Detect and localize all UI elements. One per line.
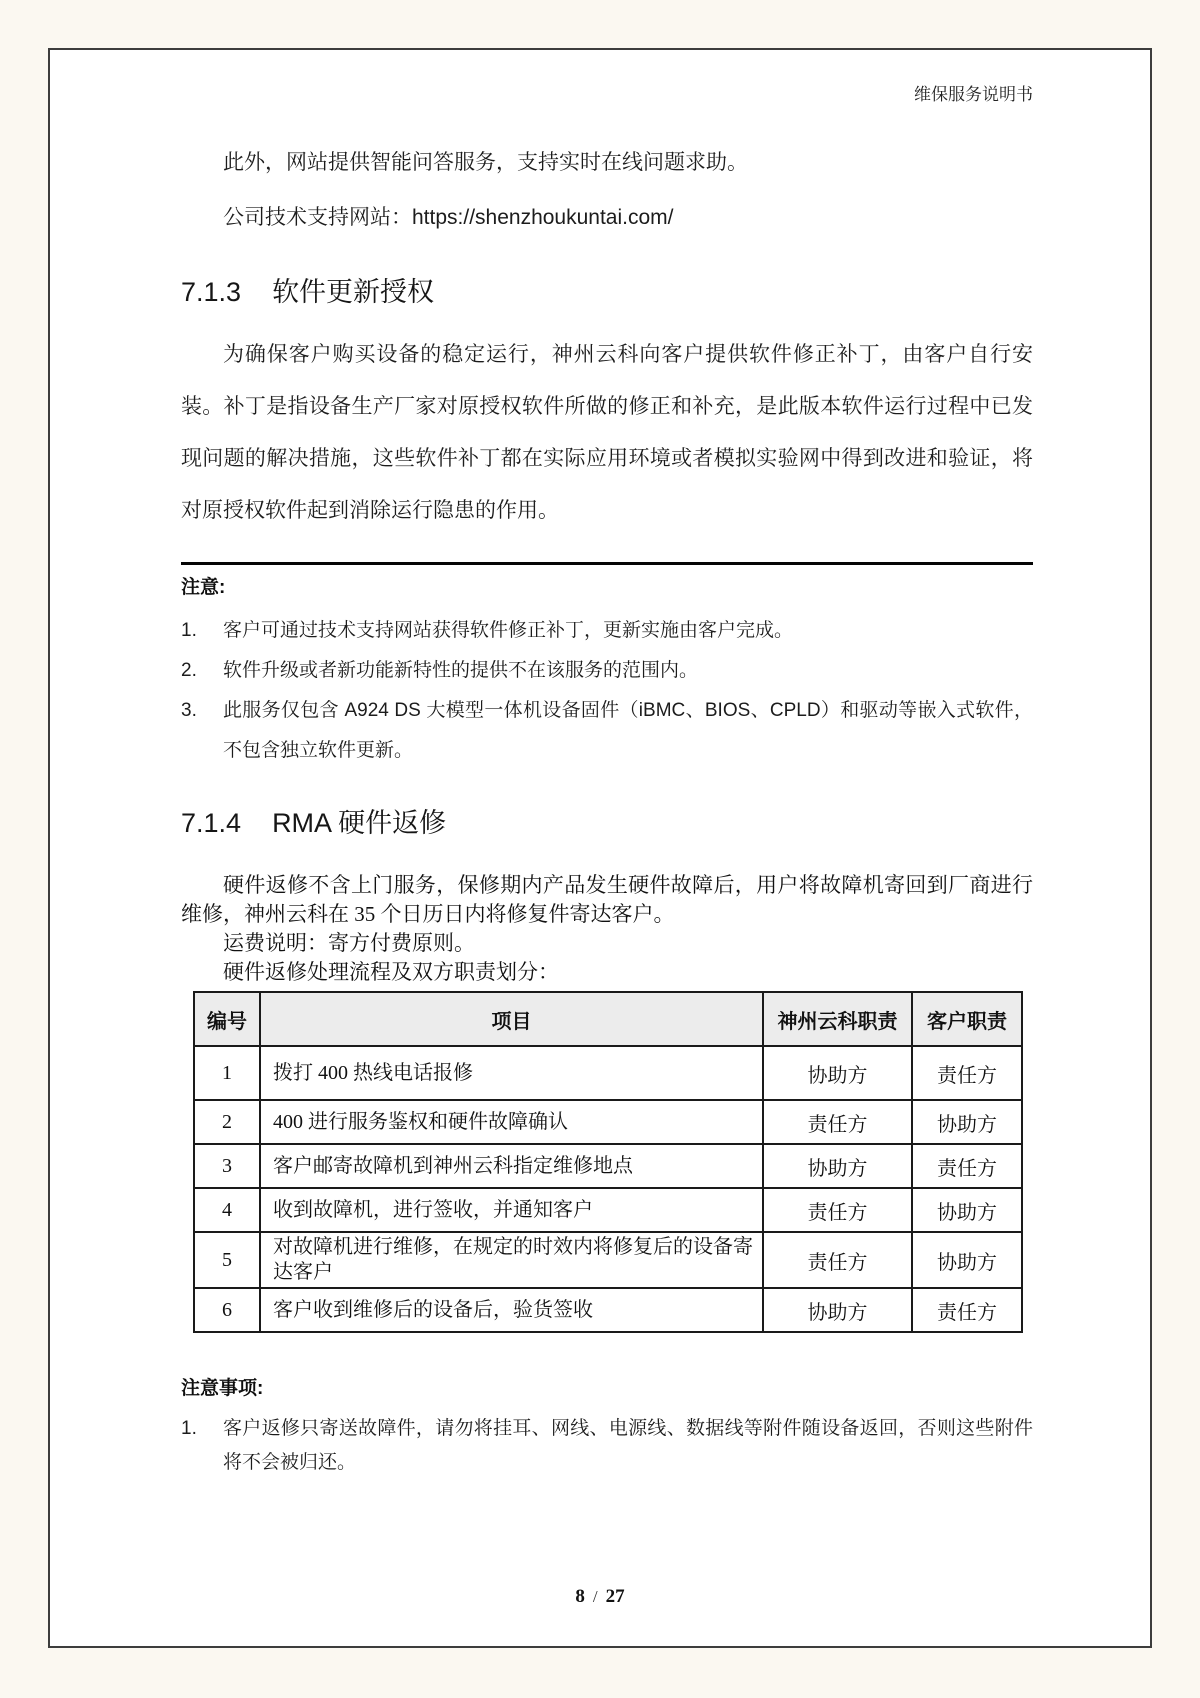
table-row <box>194 1100 1022 1144</box>
cell-no: 1 <box>194 1046 260 1100</box>
cell-item: 400 进行服务鉴权和硬件故障确认 <box>260 1100 763 1144</box>
table-row <box>194 1046 1022 1100</box>
cell-vendor-duty: 责任方 <box>763 1232 912 1288</box>
cell-item: 对故障机进行维修，在规定的时效内将修复后的设备寄达客户 <box>260 1232 763 1288</box>
col-header-vendor-duty: 神州云科职责 <box>763 992 912 1046</box>
note-list-7-1-4 <box>181 1412 1033 1480</box>
note-item-text: 此服务仅包含 A924 DS 大模型一体机设备固件（iBMC、BIOS、CPLD）和驱动等嵌入式软件，不包含独立软件更新。 <box>223 700 1033 761</box>
cell-no: 2 <box>194 1100 260 1144</box>
note-list-7-1-3 <box>181 611 1033 771</box>
cell-vendor-duty: 协助方 <box>763 1144 912 1188</box>
cell-vendor-duty: 协助方 <box>763 1288 912 1332</box>
cell-customer-duty: 责任方 <box>912 1046 1022 1100</box>
cell-no: 3 <box>194 1144 260 1188</box>
section-heading-7-1-4 <box>181 806 1033 840</box>
cell-vendor-duty: 责任方 <box>763 1100 912 1144</box>
cell-item: 拨打 400 热线电话报修 <box>260 1046 763 1100</box>
page-number-total: 27 <box>605 1586 625 1607</box>
cell-customer-duty: 责任方 <box>912 1144 1022 1188</box>
table-row <box>194 1288 1022 1332</box>
section-heading-7-1-3 <box>181 275 1033 309</box>
doc-header-title: 维保服务说明书 <box>914 85 1033 104</box>
cell-customer-duty: 责任方 <box>912 1288 1022 1332</box>
rma-responsibility-table <box>193 991 1023 1333</box>
cell-no: 4 <box>194 1188 260 1232</box>
note-item-text: 软件升级或者新功能新特性的提供不在该服务的范围内。 <box>223 660 699 681</box>
section-title: 软件更新授权 <box>272 277 435 307</box>
note-item-text: 客户返修只寄送故障件，请勿将挂耳、网线、电源线、数据线等附件随设备返回，否则这些附件将不会被归还。 <box>223 1418 1033 1473</box>
note-label: 注意: <box>181 577 226 598</box>
cell-no: 5 <box>194 1232 260 1288</box>
cell-no: 6 <box>194 1288 260 1332</box>
note-item-marker: 1. <box>181 1418 197 1439</box>
page-number-current: 8 <box>575 1586 585 1607</box>
cell-customer-duty: 协助方 <box>912 1188 1022 1232</box>
cell-item: 客户收到维修后的设备后，验货签收 <box>260 1288 763 1332</box>
notice-label: 注意事项: <box>181 1378 264 1399</box>
table-row <box>194 1188 1022 1232</box>
note-item <box>181 691 1033 771</box>
page-number <box>50 1586 1150 1608</box>
note-item-marker: 1. <box>181 620 197 641</box>
col-header-customer-duty: 客户职责 <box>912 992 1022 1046</box>
page-number-separator: / <box>592 1587 598 1606</box>
note-divider-rule <box>181 562 1033 565</box>
col-header-no: 编号 <box>194 992 260 1046</box>
rma-paragraph-table-intro: 硬件返修处理流程及双方职责划分： <box>223 960 559 984</box>
section-7-1-3-body: 为确保客户购买设备的稳定运行，神州云科向客户提供软件修正补丁，由客户自行安装。补丁是指设备生产厂家对原授权软件所做的修正和补充，是此版本软件运行过程中已发现问题的解决措施，这些软件补丁都在实际应用环境或者模拟实验网中得到改进和验证，将对原授权软件起到消除运行隐患的作用。 <box>181 343 1033 522</box>
intro-paragraph-support-url: 公司技术支持网站：https://shenzhoukuntai.com/ <box>223 206 674 229</box>
note-item-text: 客户可通过技术支持网站获得软件修正补丁，更新实施由客户完成。 <box>223 620 794 641</box>
intro-paragraph-1: 此外，网站提供智能问答服务，支持实时在线问题求助。 <box>223 151 748 174</box>
col-header-item: 项目 <box>260 992 763 1046</box>
note-item-marker: 3. <box>181 700 197 721</box>
rma-paragraph-1: 硬件返修不含上门服务，保修期内产品发生硬件故障后，用户将故障机寄回到厂商进行维修，神州云科在 35 个日历日内将修复件寄达客户。 <box>181 873 1033 926</box>
cell-item: 客户邮寄故障机到神州云科指定维修地点 <box>260 1144 763 1188</box>
section-number: 7.1.3 <box>181 277 242 307</box>
cell-customer-duty: 协助方 <box>912 1232 1022 1288</box>
document-page <box>48 48 1152 1648</box>
cell-item: 收到故障机，进行签收，并通知客户 <box>260 1188 763 1232</box>
table-row <box>194 1232 1022 1288</box>
section-7-1-4-body <box>181 871 1033 987</box>
note-item <box>181 651 1033 691</box>
table-header-row <box>194 992 1022 1046</box>
cell-customer-duty: 协助方 <box>912 1100 1022 1144</box>
table-row <box>194 1144 1022 1188</box>
section-title: RMA 硬件返修 <box>272 808 447 838</box>
note-item <box>181 1412 1033 1480</box>
page-content <box>50 83 1150 1480</box>
cell-vendor-duty: 协助方 <box>763 1046 912 1100</box>
section-number: 7.1.4 <box>181 808 242 838</box>
rma-paragraph-shipping: 运费说明：寄方付费原则。 <box>223 931 475 955</box>
note-item <box>181 611 1033 651</box>
cell-vendor-duty: 责任方 <box>763 1188 912 1232</box>
note-item-marker: 2. <box>181 660 197 681</box>
